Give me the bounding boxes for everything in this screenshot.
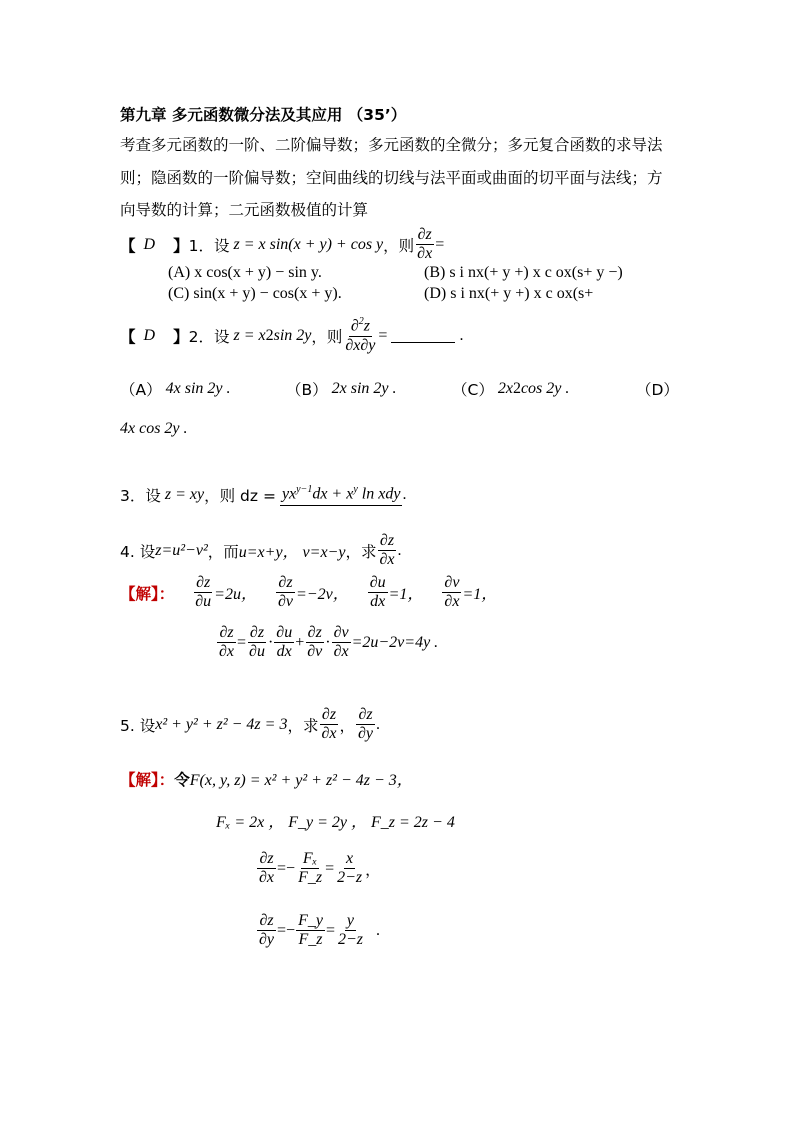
q5-ry-den: 2−z [337, 931, 363, 949]
q5-dzdx-line [256, 850, 381, 888]
q5-end: . [376, 715, 381, 733]
q3-expr-exp: y [197, 486, 205, 504]
q4-c-dot1: · [267, 633, 274, 651]
q5-expr: x² + y² + z² − 4z = 3 [155, 715, 288, 733]
q1-bracket-close: 】 [173, 236, 189, 255]
q4-c-eq: = [237, 633, 247, 651]
q1-expr: z = x sin(x + y) + cos y [233, 235, 384, 253]
q2-option-d-text: 4x cos 2y . [120, 420, 188, 437]
q4-c4-den: ∂v [307, 643, 323, 661]
q2-answer-blank [391, 328, 455, 343]
q1-fraction [415, 226, 434, 264]
q5-f1-den: ∂x [321, 725, 337, 743]
intro-line-2: 则；隐函数的一阶偏导数；空间曲线的切线与法平面或曲面的切平面与法线；方 [120, 169, 663, 187]
question-3 [120, 484, 406, 506]
q3-ans-exp1: y−1 [296, 484, 313, 495]
q4-p4-num: ∂v [442, 574, 461, 593]
q5-dzdy-den: ∂y [259, 931, 275, 949]
q1-frac-den: ∂x [417, 245, 433, 263]
q4-solution-line-1 [120, 574, 497, 612]
q1-eq: = [435, 235, 445, 253]
q1-then: ，则 [383, 236, 415, 255]
question-1 [120, 226, 444, 264]
q5-rx [335, 850, 364, 888]
q3-expr-a: z = x [164, 486, 197, 504]
q2-option-b [286, 378, 397, 400]
q3-answer [280, 484, 403, 506]
q2-option-b-text: 2x sin 2y . [331, 380, 397, 397]
q4-mid: ，而 [207, 542, 239, 561]
q4-solution-line-2 [216, 624, 438, 662]
q4-c2 [247, 624, 267, 662]
q4-c5 [332, 624, 351, 662]
q5-f2-den: ∂y [358, 725, 374, 743]
question-2 [120, 316, 463, 355]
q4-frac-num: ∂z [378, 532, 396, 551]
question-5 [120, 706, 380, 744]
q4-p4 [442, 574, 461, 612]
q4-ask: ，求 [345, 542, 377, 561]
q2-label: 2．设 [188, 327, 230, 346]
q3-ans-a: yx [281, 485, 297, 503]
q4-p1-num: ∂z [194, 574, 212, 593]
q5-partials: Fₓ = 2x ， F_y = 2y ， F_z = 2z − 4 [216, 814, 455, 831]
q5-let: 令 [174, 770, 190, 789]
q3-label: 3．设 [120, 487, 161, 506]
q3-ans-c: ln xdy [357, 485, 401, 503]
q1-answer: D [143, 235, 156, 253]
q2-option-a-label: （A） [120, 381, 162, 399]
q5-ry-num: y [345, 912, 356, 931]
q3-then: ，则 dz = [204, 487, 276, 506]
q1-option-b: (B) s i nx(+ y +) x c ox(s+ y −) [424, 264, 623, 281]
q5-f2 [356, 706, 375, 744]
q4-p3-den: dx [370, 593, 386, 611]
q2-option-c [452, 378, 569, 400]
q4-c5-num: ∂v [332, 624, 351, 643]
q5-dzdy-num: ∂z [257, 912, 275, 931]
q1-option-d: (D) s i nx(+ y +) x c ox(s+ [424, 285, 594, 302]
q2-fraction [343, 316, 377, 355]
q2-expr-a: z = x [233, 326, 266, 344]
q5-Fy [296, 912, 325, 950]
q3-ans-exp2: y [353, 484, 358, 495]
q2-then: ，则 [311, 327, 343, 346]
q5-dzdx-eq2: = [325, 859, 335, 877]
q4-c4-num: ∂z [306, 624, 324, 643]
q5-Fx-num: Fₓ [301, 850, 319, 869]
q4-c1 [217, 624, 236, 662]
chapter-heading: 第九章 多元函数微分法及其应用 （35’） [120, 106, 407, 124]
q4-frac-den: ∂x [379, 551, 395, 569]
q4-expr2: u=x+y， v=x−y [238, 544, 346, 562]
q2-option-d-label: （D） [636, 381, 679, 399]
intro-line-1: 考查多元函数的一阶、二阶偏导数；多元函数的全微分；多元复合函数的求导法 [120, 136, 663, 154]
q4-p3-val: =1， [388, 586, 424, 604]
q4-c2-den: ∂u [249, 643, 265, 661]
q4-p3-num: ∂u [368, 574, 388, 593]
q5-dzdx-den: ∂x [259, 869, 275, 887]
q2-option-a [120, 378, 230, 400]
q5-Fx [296, 850, 324, 888]
q4-c3-den: dx [276, 643, 292, 661]
q3-ans-b: dx + x [312, 485, 354, 503]
q4-fraction [377, 532, 396, 570]
q5-dzdy-eq2: = [325, 921, 335, 939]
q4-p2-num: ∂z [276, 574, 294, 593]
q1-label: 1．设 [188, 236, 230, 255]
q5-ask: ，求 [287, 716, 319, 735]
q5-solution-line-1 [120, 767, 413, 790]
q4-p3 [368, 574, 388, 612]
q4-p4-val: =1， [462, 586, 498, 604]
q2-expr-exp: 2 [265, 326, 274, 344]
q2-option-c-b: cos 2y . [520, 380, 570, 397]
q4-c3-num: ∂u [274, 624, 294, 643]
q4-p1-den: ∂u [195, 593, 212, 611]
q5-dzdx-comma: ， [365, 860, 381, 879]
q3-end: . [402, 486, 407, 504]
q5-comma: ， [339, 716, 355, 735]
q5-rx-num: x [344, 850, 355, 869]
q5-dzdy-period: . [376, 921, 380, 939]
q2-option-c-a: 2x [497, 380, 513, 397]
q4-c-result: =2u−2v=4y . [351, 633, 439, 651]
q5-dzdy [257, 912, 276, 950]
q4-p4-den: ∂x [444, 593, 460, 611]
q4-c1-den: ∂x [219, 643, 235, 661]
q1-bracket-open: 【 [120, 236, 136, 255]
q1-frac-num: ∂z [416, 226, 434, 245]
q5-Fy-num: F_y [296, 912, 325, 931]
q4-p2 [276, 574, 295, 612]
q4-p1 [193, 574, 213, 612]
q5-f1 [319, 706, 338, 744]
q5-dzdx-eq: =− [277, 859, 296, 877]
question-4 [120, 532, 401, 570]
q2-option-a-text: 4x sin 2y . [165, 380, 231, 397]
q2-option-c-exp: 2 [512, 380, 521, 397]
q5-dzdx [257, 850, 276, 888]
q4-c2-num: ∂z [248, 624, 266, 643]
q5-f2-num: ∂z [356, 706, 374, 725]
q2-option-c-label: （C） [452, 381, 494, 399]
q4-c5-den: ∂x [333, 643, 349, 661]
q5-ry [336, 912, 365, 950]
q5-f1-num: ∂z [320, 706, 338, 725]
q5-F: F(x, y, z) = x² + y² + z² − 4z − 3， [189, 772, 413, 789]
q4-expr: z=u²−v² [155, 541, 208, 559]
q4-c-plus: + [295, 633, 305, 651]
intro-line-3: 向导数的计算；二元函数极值的计算 [120, 201, 369, 219]
q2-frac-num-b: z [363, 317, 370, 335]
q5-dzdx-num: ∂z [257, 850, 275, 869]
q4-label: 4. 设 [120, 542, 156, 561]
q1-option-a: (A) x cos(x + y) − sin y. [168, 264, 322, 281]
q5-dzdy-line [256, 912, 380, 950]
q2-option-b-label: （B） [286, 381, 328, 399]
q2-eq: = [378, 326, 388, 344]
q2-answer: D [143, 326, 156, 344]
q4-p2-val: =−2v， [296, 586, 349, 604]
q4-c-dot2: · [325, 633, 331, 651]
q5-rx-den: 2−z [337, 869, 363, 887]
q4-c4 [305, 624, 324, 662]
q2-frac-num-a: ∂ [350, 317, 359, 335]
q4-p1-val: =2u， [214, 586, 257, 604]
q1-option-c: (C) sin(x + y) − cos(x + y). [168, 285, 342, 302]
q4-p2-den: ∂v [277, 593, 293, 611]
q2-frac-num [349, 316, 372, 337]
q5-Fx-den: F_z [298, 869, 323, 887]
q2-frac-num-exp: 2 [358, 316, 364, 327]
q5-dzdy-eq: =− [277, 921, 296, 939]
q2-frac-den: ∂x∂y [345, 336, 376, 354]
q5-Fy-den: F_z [298, 931, 323, 949]
q5-solution-label: 【解】： [120, 770, 175, 789]
q4-c3 [274, 624, 294, 662]
q4-end: . [397, 541, 402, 559]
q2-bracket-open: 【 [120, 327, 136, 346]
q2-bracket-close: 】 [173, 327, 189, 346]
q4-solution-label: 【解】： [120, 584, 175, 603]
q5-label: 5. 设 [120, 716, 156, 735]
q2-end: . [459, 326, 464, 344]
q4-c1-num: ∂z [217, 624, 235, 643]
q2-expr-b: sin 2y [273, 326, 312, 344]
